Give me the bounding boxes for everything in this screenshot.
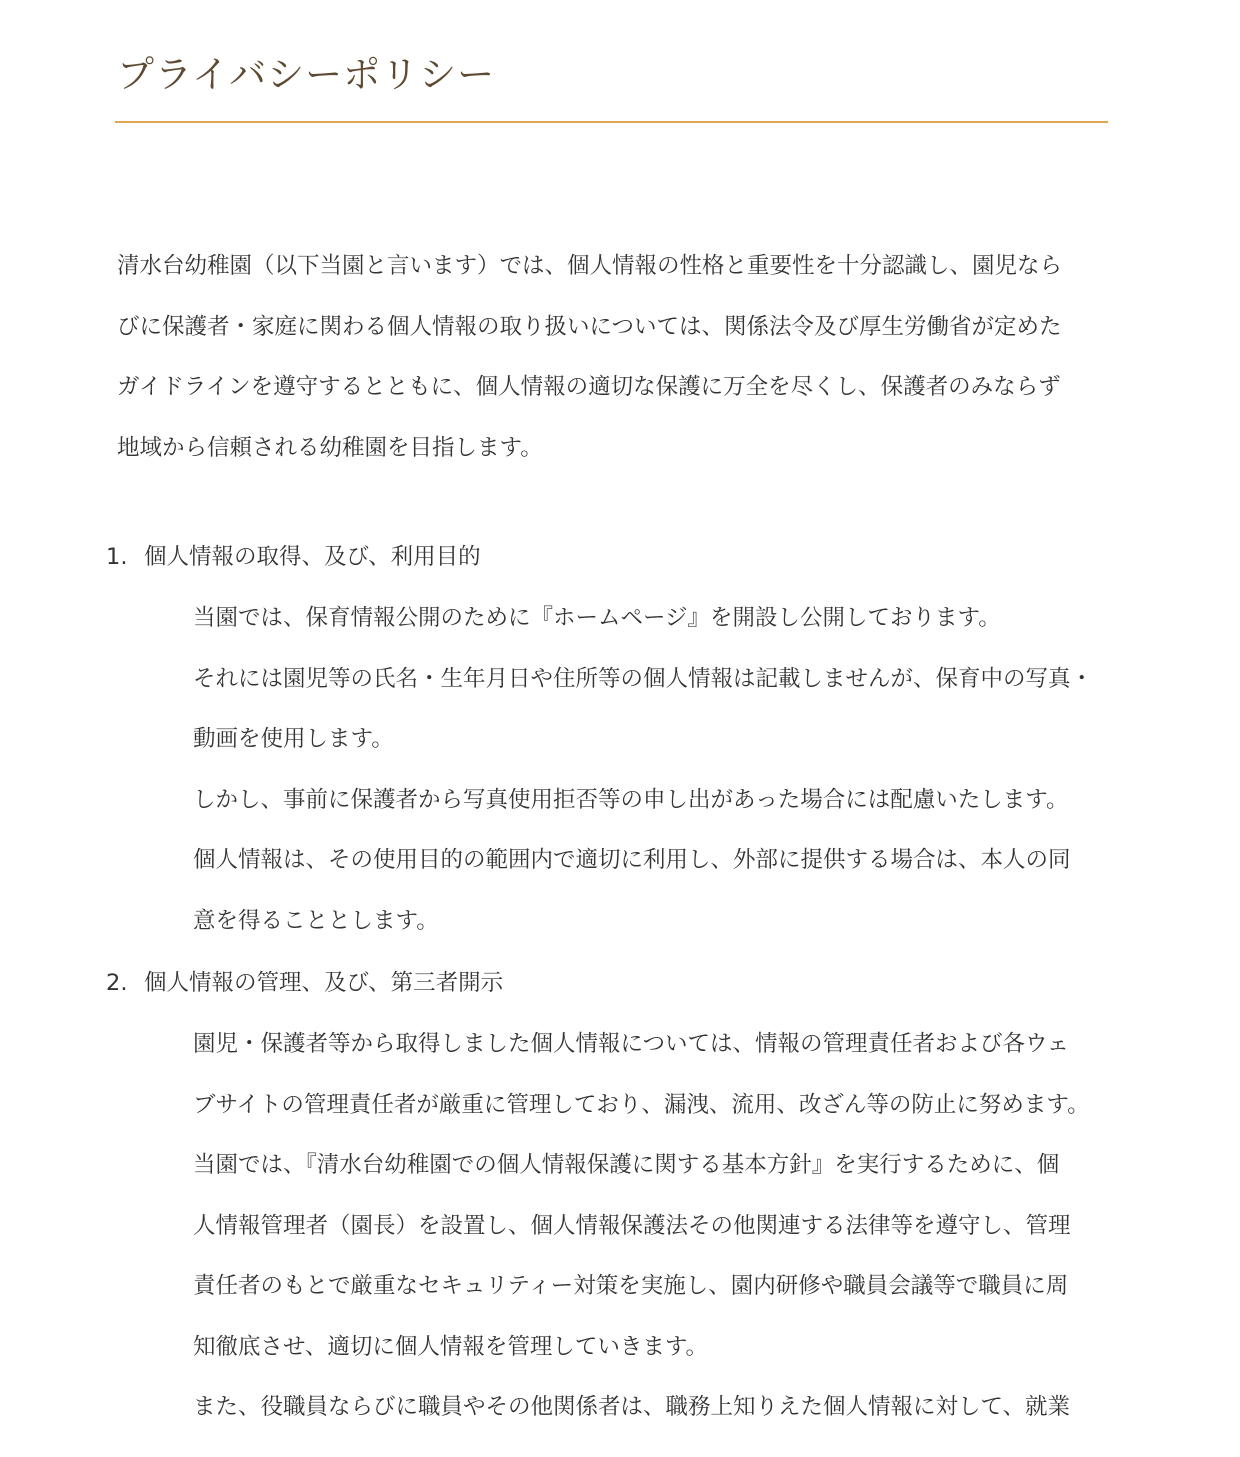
section-line: 人情報管理者（園長）を設置し、個人情報保護法その他関連する法律等を遵守し、管理 bbox=[193, 1212, 1071, 1239]
intro-paragraph bbox=[117, 236, 1107, 478]
intro-line: びに保護者・家庭に関わる個人情報の取り扱いについては、関係法令及び厚生労働省が定めた bbox=[117, 313, 1062, 340]
intro-line: 地域から信頼される幼稚園を目指します。 bbox=[117, 434, 543, 461]
section-line: それには園児等の氏名・生年月日や住所等の個人情報は記載しませんが、保育中の写真・ bbox=[193, 665, 1094, 692]
section-line: 当園では、『清水台幼稚園での個人情報保護に関する基本方針』を実行するために、個 bbox=[193, 1152, 1060, 1178]
section-body-2 bbox=[193, 1014, 1108, 1438]
section-line: 個人情報は、その使用目的の範囲内で適切に利用し、外部に提供する場合は、本人の同 bbox=[193, 847, 1071, 873]
section-line: 責任者のもとで厳重なセキュリティー対策を実施し、園内研修や職員会議等で職員に周 bbox=[193, 1273, 1069, 1299]
section-body-1 bbox=[193, 588, 1108, 951]
section-number: 1. bbox=[106, 544, 128, 570]
page-title: プライバシーポリシー bbox=[117, 53, 496, 96]
section-heading-1 bbox=[106, 537, 481, 577]
section-title: 個人情報の取得、及び、利用目的 bbox=[144, 544, 481, 570]
intro-line: ガイドラインを遵守するとともに、個人情報の適切な保護に万全を尽くし、保護者のみならず bbox=[117, 374, 1061, 400]
title-divider bbox=[115, 121, 1108, 123]
section-title: 個人情報の管理、及び、第三者開示 bbox=[144, 970, 504, 996]
intro-line: 清水台幼稚園（以下当園と言います）では、個人情報の性格と重要性を十分認識し、園児なら bbox=[117, 253, 1063, 279]
section-line: 当園では、保育情報公開のために『ホームページ』を開設し公開しております。 bbox=[193, 605, 1001, 631]
section-line: 動画を使用します。 bbox=[193, 726, 394, 752]
section-line: 意を得ることとします。 bbox=[193, 907, 439, 934]
section-number: 2. bbox=[106, 970, 128, 996]
section-line: ブサイトの管理責任者が厳重に管理しており、漏洩、流用、改ざん等の防止に努めます。 bbox=[193, 1091, 1090, 1118]
section-heading-2 bbox=[106, 963, 503, 1003]
section-line: しかし、事前に保護者から写真使用拒否等の申し出があった場合には配慮いたします。 bbox=[193, 786, 1069, 813]
section-line: また、役職員ならびに職員やその他関係者は、職務上知りえた個人情報に対して、就業 bbox=[193, 1394, 1071, 1420]
section-line: 園児・保護者等から取得しました個人情報については、情報の管理責任者および各ウェ bbox=[193, 1031, 1070, 1057]
section-line: 知徹底させ、適切に個人情報を管理していきます。 bbox=[193, 1333, 709, 1360]
